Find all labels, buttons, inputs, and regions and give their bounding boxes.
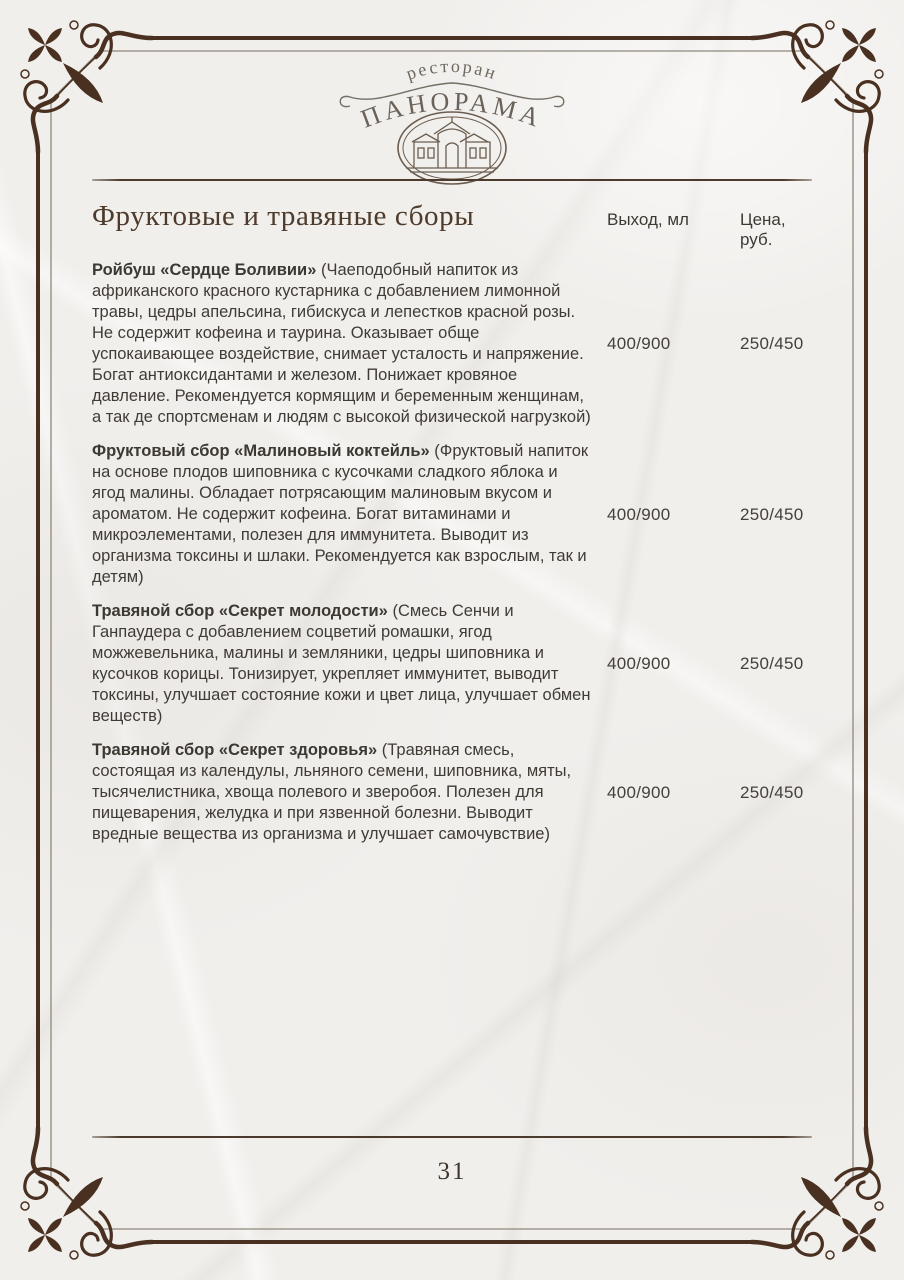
svg-text:ресторан	[404, 56, 501, 84]
item-volume: 400/900	[607, 334, 671, 353]
logo-emblem	[398, 112, 506, 184]
item-text	[92, 260, 592, 428]
item-text	[92, 441, 592, 588]
item-title: Фруктовый сбор «Малиновый коктейль»	[92, 442, 430, 460]
column-header-price: Цена, руб.	[740, 210, 786, 249]
logo-restaurant-text: ресторан	[403, 55, 501, 84]
item-title: Травяной сбор «Секрет молодости»	[92, 602, 388, 620]
restaurant-logo	[322, 36, 582, 186]
menu-items	[92, 260, 816, 858]
svg-text:ПАНОРАМА	[357, 87, 547, 134]
menu-item	[92, 441, 816, 588]
page-number: 31	[437, 1158, 467, 1185]
item-volume: 400/900	[607, 504, 671, 524]
divider-bottom	[92, 1136, 812, 1138]
item-price: 250/450	[740, 334, 804, 353]
item-price: 250/450	[740, 504, 804, 524]
menu-item	[92, 260, 816, 428]
item-description: (Фруктовый напиток на основе плодов шиповника с кусочками сладкого яблока и ягод малины. Обладает потрясающим малиновым вкусом и ароматом. Не содержит кофеина. Богат витаминами и микроэлементами, полезен для иммунитета. Выводит из организма токсины и шлаки. Рекомендуется как взрослым, так и детям)	[92, 442, 589, 586]
item-price: 250/450	[740, 782, 804, 802]
building-icon	[406, 117, 498, 172]
corner-ornament-bottom-right	[752, 1128, 893, 1269]
menu-item	[92, 740, 816, 845]
item-title: Ройбуш «Сердце Боливии»	[92, 261, 317, 279]
item-text	[92, 601, 592, 727]
section-title: Фруктовые и травяные сборы	[92, 200, 475, 232]
menu-item	[92, 601, 816, 727]
corner-ornament-top-left	[11, 11, 152, 152]
item-volume: 400/900	[607, 782, 671, 802]
item-price: 250/450	[740, 654, 804, 673]
item-volume: 400/900	[607, 654, 671, 673]
column-header-volume: Выход, мл	[607, 210, 689, 229]
item-title: Травяной сбор «Секрет здоровья»	[92, 741, 378, 759]
logo-panorama-text: ПАНОРАМА	[356, 86, 548, 134]
corner-ornament-bottom-left	[11, 1128, 152, 1269]
divider-top	[92, 179, 812, 181]
item-description: (Чаеподобный напиток из африканского красного кустарника с добавлением лимонной травы, цедры апельсина, гибискуса и лепестков красной розы. Не содержит кофеина и таурина. Оказывает обще успокаивающее воздействие, снимает усталость и напряжение. Богат антиоксидантами и железом. Понижает кровяное давление. Рекомендуется кормящим и беременным женщинам, а так де спортсменам и людям с высокой физической нагрузкой)	[92, 261, 591, 426]
item-text	[92, 740, 592, 845]
item-description: (Травяная смесь, состоящая из календулы, льняного семени, шиповника, мяты, тысячелистника, хвоща полевого и зверобоя. Полезен для пищеварения, желудка и при язвенной болезни. Выводит вредные вещества из организма и улучшает самочувствие)	[92, 741, 572, 843]
corner-ornament-top-right	[752, 11, 893, 152]
item-description: (Смесь Сенчи и Ганпаудера с добавлением соцветий ромашки, ягод можжевельника, малины и земляники, цедры шиповника и кусочков корицы. Тонизирует, укрепляет иммунитет, выводит токсины, улучшает состояние кожи и цвет лица, улучшает обмен веществ)	[92, 602, 591, 725]
section-header	[92, 200, 816, 250]
